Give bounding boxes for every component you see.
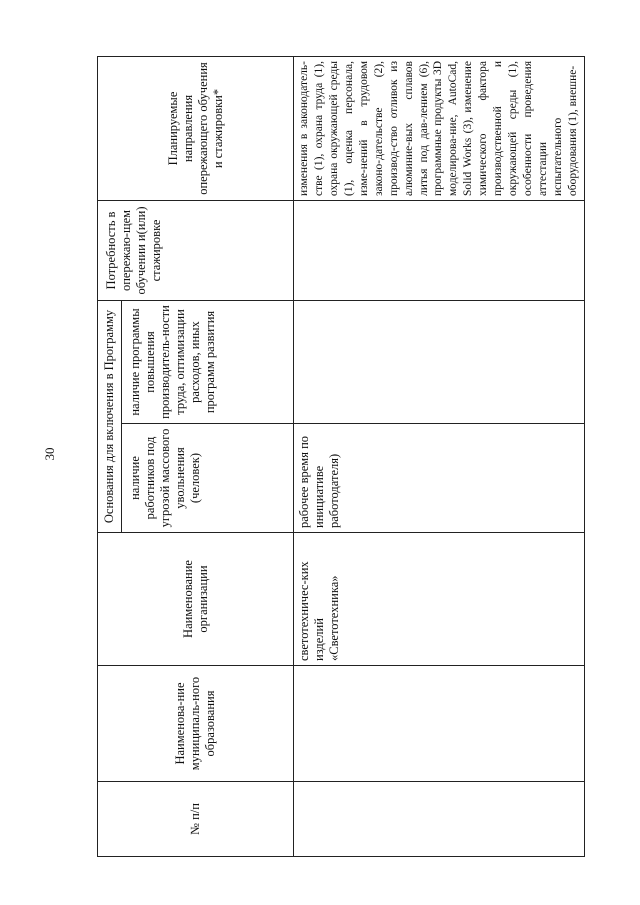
cell-number	[294, 782, 585, 857]
cell-municipality	[294, 666, 585, 782]
header-cell-municipality: Наименова-ние муниципаль-ного образования	[98, 666, 294, 782]
program-table	[97, 56, 585, 857]
cell-organization: светотехничес-ких изделий «Светотехника»	[294, 533, 585, 666]
header-cell-basis-programs: наличие программы повышения производитель-ности труда, оптимизации расходов, иных программ развития	[122, 301, 294, 424]
cell-directions: изменения в законодатель-стве (1), охрана труда (1), охрана окружающей среды (1), оценка персонала, изме-нений в трудовом законо-дательстве (2), производ-ство отливок из алюминие-вых сплавов литья под дав-лением (6), программные продукты 3D моделирова-ние, AutoCad, Solid Works (3), изменение химического фактора производственной и окружающей среды (1), особенности проведения аттестации испытательного оборудования (1), внешне-	[294, 57, 585, 201]
header-cell-number: № п/п	[98, 782, 294, 857]
header-cell-directions: Планируемые направления опережающего обучения и стажировки*	[98, 57, 294, 201]
cell-need	[294, 201, 585, 301]
header-cell-organization: Наименование организации	[98, 533, 294, 666]
page-number: 30	[42, 447, 57, 461]
cell-basis-programs	[294, 301, 585, 424]
rotated-table-container	[97, 57, 583, 857]
header-cell-basis-threat: наличие работников под угрозой массового увольнения (человек)	[122, 424, 294, 533]
header-cell-need: Потребность в опережаю-щем обучении и(или) стажировке	[98, 201, 294, 301]
cell-basis-threat: рабочее время по инициативе работодателя)	[294, 424, 585, 533]
document-table-frame	[97, 57, 583, 857]
header-cell-basis-group: Основания для включения в Программу	[98, 301, 122, 533]
